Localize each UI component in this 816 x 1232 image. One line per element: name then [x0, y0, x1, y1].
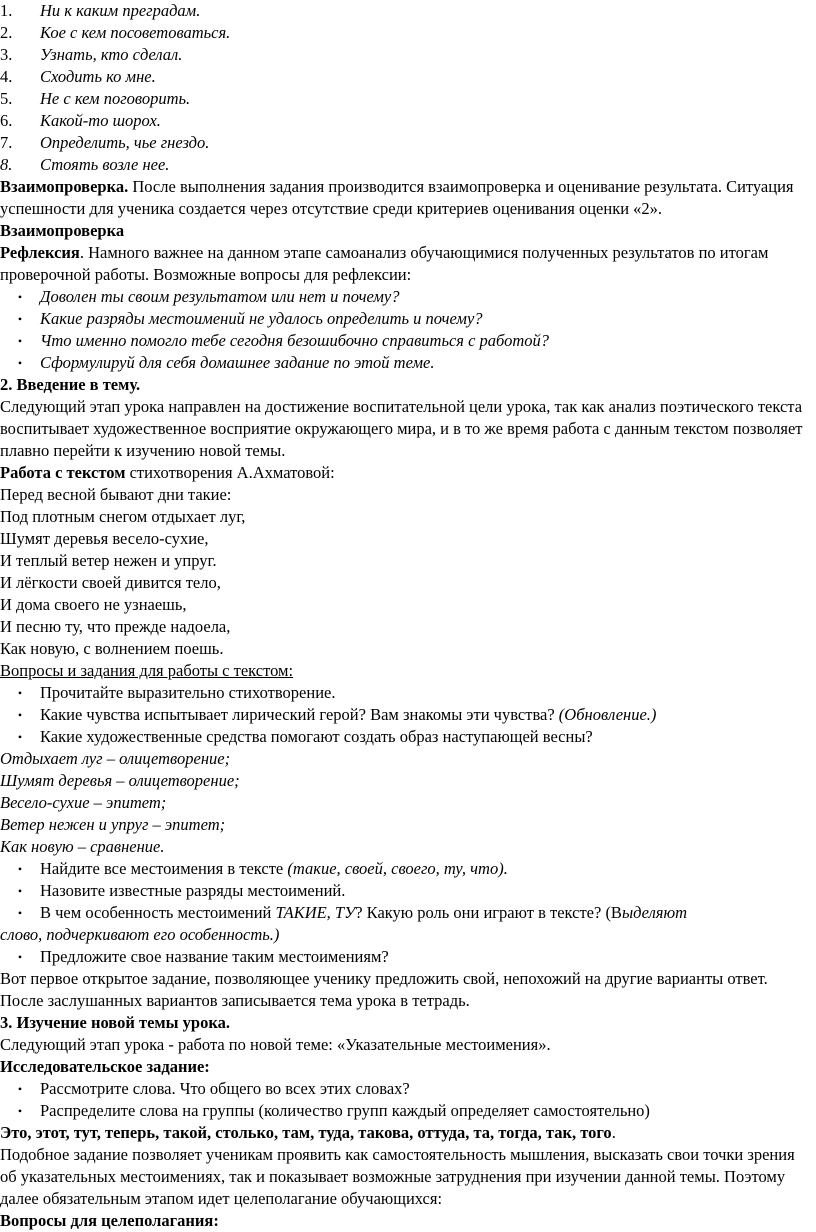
item-text: Узнать, кто сделал.	[40, 45, 183, 64]
work-paragraph	[0, 462, 806, 484]
bullet-icon: •	[17, 356, 23, 370]
item-text: Распределите слова на группы (количество групп каждый определяет самостоятельно)	[40, 1101, 650, 1120]
item-text: Определить, чье гнездо.	[40, 133, 210, 152]
poem-line: Как новую, с волнением поешь.	[0, 639, 224, 658]
item-text	[40, 858, 806, 880]
item-text: Не с кем поговорить.	[40, 89, 191, 108]
list-item	[0, 704, 806, 726]
item-text	[40, 902, 806, 924]
item-number: 6.	[0, 111, 13, 130]
check-paragraph	[0, 176, 806, 220]
section-text: Вот первое открытое задание, позволяющее ученику предложить свой, непохожий на другие варианты ответ. После заслушанных вариантов записывается тема урока в тетрадь.	[0, 969, 768, 1010]
item-text-main: В чем особенность местоимений	[40, 903, 276, 922]
item-number: 4.	[0, 67, 13, 86]
section-text: Подобное задание позволяет ученикам проявить как самостоятельность мышления, высказать свои точки зрения об указательных местоимениях, так и показывает возможные затруднения при изучении данной темы. Поэтому далее обязательным этапом идет целеполагание обучающихся:	[0, 1145, 795, 1208]
item-text-italic: (такие, своей, своего, ту, что).	[287, 859, 508, 878]
questions-title: Вопросы и задания для работы с текстом:	[0, 661, 294, 680]
item-text: Прочитайте выразительно стихотворение.	[40, 683, 336, 702]
list-item	[0, 88, 806, 110]
section-heading: 3. Изучение новой темы урока.	[0, 1013, 230, 1032]
words-list: Это, этот, тут, теперь, такой, столько, там, туда, такова, оттуда, та, тогда, так, того	[0, 1123, 612, 1142]
list-item	[0, 330, 806, 352]
answer-line: Как новую – сравнение.	[0, 837, 165, 856]
list-item	[0, 726, 806, 748]
poem-line: И дома своего не узнаешь,	[0, 595, 187, 614]
item-text-italic: ТАКИЕ, ТУ	[275, 903, 356, 922]
item-text: Какой-то шорох.	[40, 111, 161, 130]
item-number: 5.	[0, 89, 13, 108]
list-item	[0, 352, 806, 374]
list-item	[0, 66, 806, 88]
item-text: Какие разряды местоимений не удалось определить и почему?	[40, 309, 483, 328]
item-number: 7.	[0, 133, 13, 152]
bullet-icon: •	[17, 708, 23, 722]
item-text: Кое с кем посоветоваться.	[40, 23, 231, 42]
reflection-list	[0, 286, 806, 374]
list-item	[0, 902, 806, 924]
item-text	[40, 704, 806, 726]
answer-line: Отдыхает луг – олицетворение;	[0, 749, 231, 768]
item-continuation: слово, подчеркивают его особенность.)	[0, 925, 280, 944]
bullet-icon: •	[17, 1104, 23, 1118]
list-item	[0, 946, 806, 968]
item-text: Сформулируй для себя домашнее задание по этой теме.	[40, 353, 435, 372]
item-text: Рассмотрите слова. Что общего во всех этих словах?	[40, 1079, 410, 1098]
item-text: Предложите свое название таким местоимениям?	[40, 947, 389, 966]
section-heading: 2. Введение в тему.	[0, 375, 141, 394]
list-item	[0, 154, 806, 176]
item-text-main: Найдите все местоимения в тексте	[40, 859, 288, 878]
research-title: Исследовательское задание:	[0, 1057, 210, 1076]
answer-line: Шумят деревья – олицетворение;	[0, 771, 240, 790]
answers	[0, 748, 806, 858]
item-text: Доволен ты своим результатом или нет и почему?	[40, 287, 400, 306]
list-item	[0, 286, 806, 308]
list-item	[0, 1100, 806, 1122]
bullet-icon: •	[17, 862, 23, 876]
answer-line: Ветер нежен и упруг – эпитет;	[0, 815, 226, 834]
item-text: Ни к каким преградам.	[40, 1, 201, 20]
list-item	[0, 682, 806, 704]
item-text-italic: (Обновление.)	[558, 705, 657, 724]
poem-line: Шумят деревья весело-сухие,	[0, 529, 209, 548]
goals-title: Вопросы для целеполагания:	[0, 1211, 219, 1230]
bullet-icon: •	[17, 334, 23, 348]
bullet-icon: •	[17, 950, 23, 964]
check-label: Взаимопроверка.	[0, 177, 129, 196]
item-text-main: Какие чувства испытывает лирический герой? Вам знакомы эти чувства?	[40, 705, 559, 724]
item-number: 8.	[0, 155, 13, 174]
section-text: Следующий этап урока - работа по новой теме: «Указательные местоимения».	[0, 1035, 551, 1054]
item-number: 1.	[0, 1, 13, 20]
check-heading: Взаимопроверка	[0, 221, 125, 240]
numbered-list	[0, 0, 806, 176]
words-end: .	[611, 1123, 616, 1142]
reflection-text: . Намного важнее на данном этапе самоанализ обучающимися полученных результатов по итогам проверочной работы. Возможные вопросы для рефлексии:	[0, 243, 769, 284]
list-item	[0, 1078, 806, 1100]
section-text: Следующий этап урока направлен на достижение воспитательной цели урока, так как анализ поэтического текста воспитывает художественное восприятие окружающего мира, и в то же время работа с данным текстом позволяет плавно перейти к изучению новой темы.	[0, 397, 803, 460]
work-label: Работа с текстом	[0, 463, 126, 482]
list-item	[0, 44, 806, 66]
reflection-label: Рефлексия	[0, 243, 80, 262]
poem-line: И теплый ветер нежен и упруг.	[0, 551, 217, 570]
list-item	[0, 22, 806, 44]
bullet-icon: •	[17, 730, 23, 744]
item-text-italic-2: ыделяют	[621, 903, 688, 922]
words-line	[0, 1122, 806, 1144]
poem-line: И лёгкости своей дивится тело,	[0, 573, 221, 592]
bullet-icon: •	[17, 290, 23, 304]
poem	[0, 484, 806, 660]
item-text: Сходить ко мне.	[40, 67, 156, 86]
bullet-icon: •	[17, 906, 23, 920]
bullet-icon: •	[17, 1082, 23, 1096]
answer-line: Весело-сухие – эпитет;	[0, 793, 167, 812]
list-item	[0, 0, 806, 22]
item-text: Что именно помогло тебе сегодня безошибочно справиться с работой?	[40, 331, 550, 350]
reflection-paragraph	[0, 242, 806, 286]
item-number: 2.	[0, 23, 13, 42]
list-item	[0, 308, 806, 330]
work-text: стихотворения А.Ахматовой:	[125, 463, 335, 482]
list-item	[0, 880, 806, 902]
item-text: Назовите известные разряды местоимений.	[40, 881, 346, 900]
check-text: После выполнения задания производится взаимопроверка и оценивание результата. Ситуация успешности для ученика создается через отсутствие среди критериев оценивания оценки «2».	[0, 177, 794, 218]
poem-line: Перед весной бывают дни такие:	[0, 485, 232, 504]
poem-line: И песню ту, что прежде надоела,	[0, 617, 231, 636]
list-item	[0, 132, 806, 154]
list-item	[0, 858, 806, 880]
poem-line: Под плотным снегом отдыхает луг,	[0, 507, 246, 526]
item-text: Какие художественные средства помогают создать образ наступающей весны?	[40, 727, 593, 746]
bullet-icon: •	[17, 312, 23, 326]
item-text-rest: ? Какую роль они играют в тексте? (В	[355, 903, 622, 922]
item-text: Стоять возле нее.	[40, 155, 170, 174]
bullet-icon: •	[17, 686, 23, 700]
item-number: 3.	[0, 45, 13, 64]
bullet-icon: •	[17, 884, 23, 898]
list-item	[0, 110, 806, 132]
